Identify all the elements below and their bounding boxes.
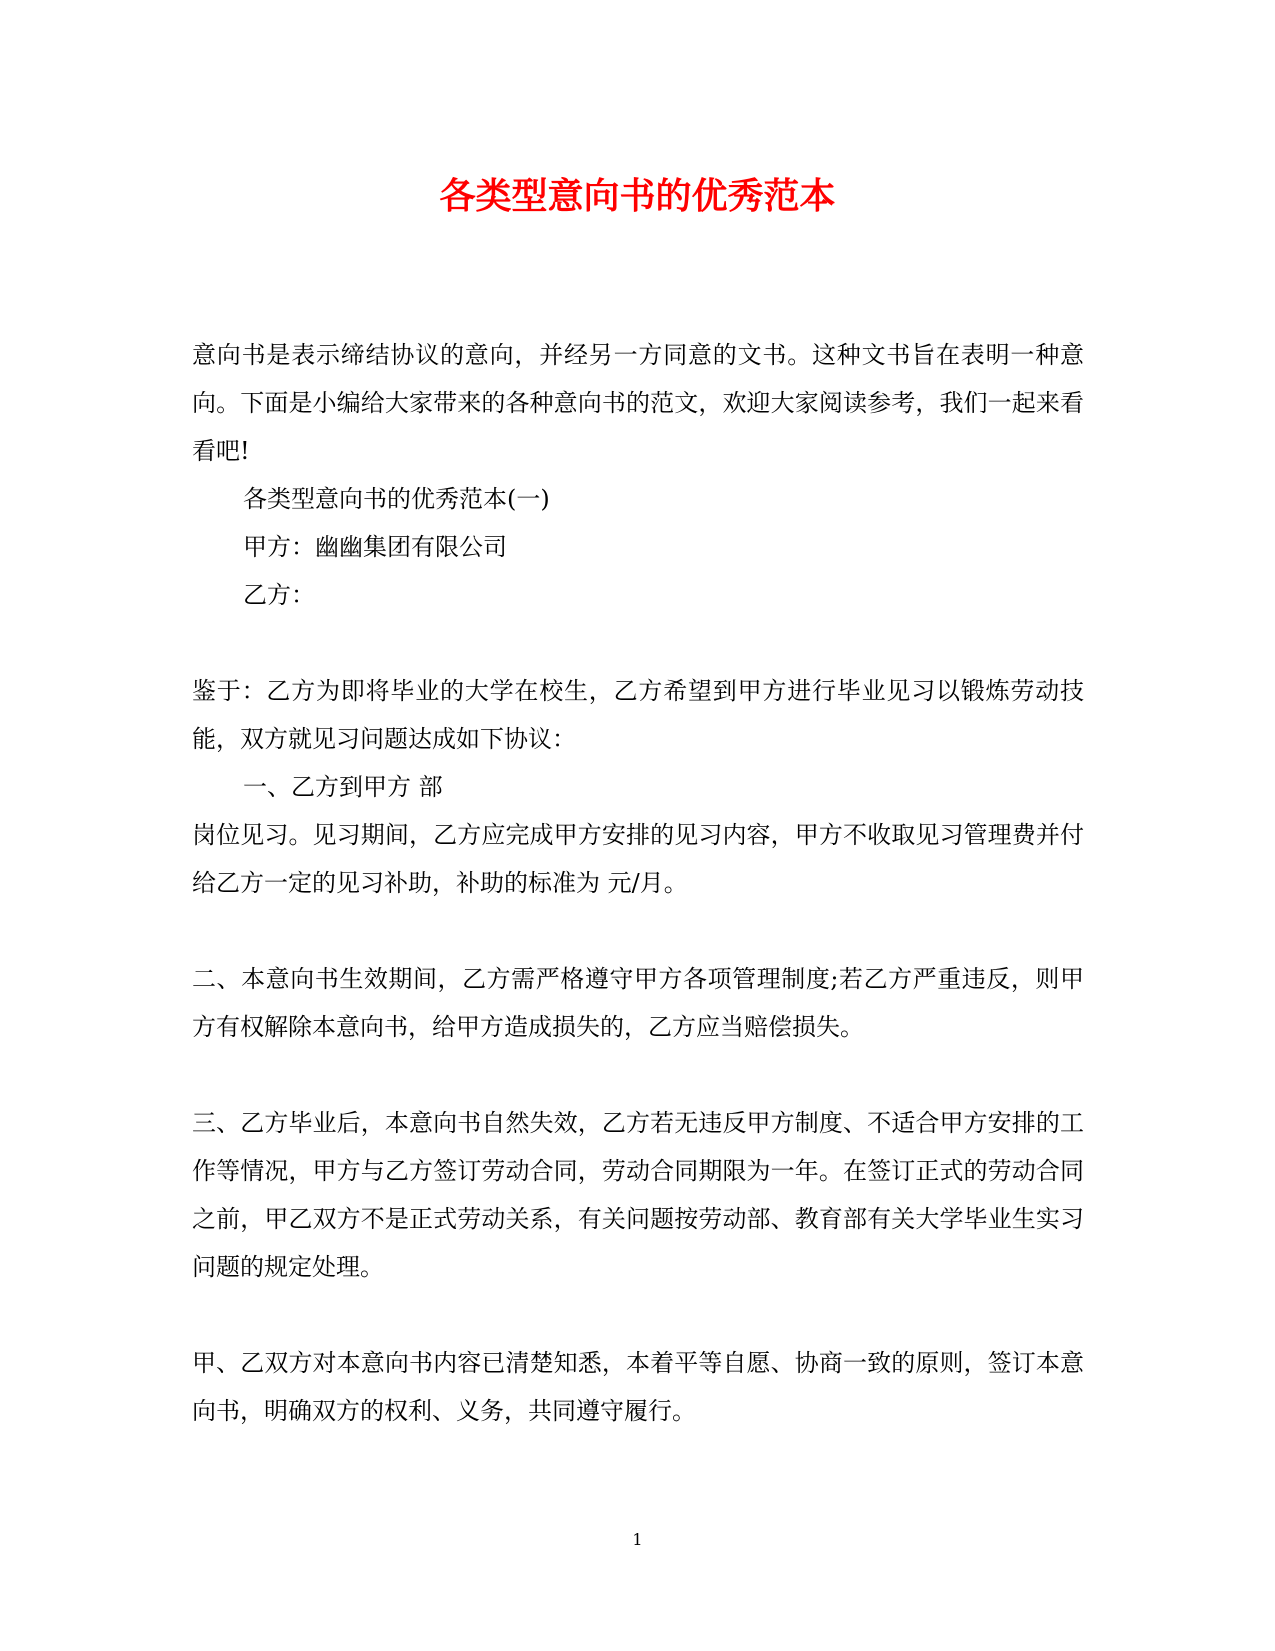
clause-2-paragraph: 二、本意向书生效期间，乙方需严格遵守甲方各项管理制度;若乙方严重违反，则甲方有权解除本意向书，给甲方造成损失的，乙方应当赔偿损失。 [192,965,1084,1041]
party-a-line: 甲方：幽幽集团有限公司 [243,533,507,561]
paragraph-gap [192,1051,1084,1099]
whereas-paragraph: 鉴于：乙方为即将毕业的大学在校生，乙方希望到甲方进行毕业见习以锻炼劳动技能，双方就见习问题达成如下协议： [192,677,1084,753]
paragraph-gap [192,619,1084,667]
page-number: 1 [632,1530,643,1549]
paragraph-gap [192,907,1084,955]
intro-paragraph: 意向书是表示缔结协议的意向，并经另一方同意的文书。这种文书旨在表明一种意向。下面是小编给大家带来的各种意向书的范文，欢迎大家阅读参考，我们一起来看看吧! [192,341,1084,465]
clause-1-heading: 一、乙方到甲方 部 [243,773,443,801]
clause-1-paragraph: 岗位见习。见习期间，乙方应完成甲方安排的见习内容，甲方不收取见习管理费并付给乙方一定的见习补助，补助的标准为 元/月。 [192,821,1084,897]
party-b-line: 乙方： [243,581,315,609]
page-title: 各类型意向书的优秀范本 [439,175,836,217]
document-body [192,331,1084,1435]
paragraph-gap [192,1291,1084,1339]
section-heading: 各类型意向书的优秀范本(一) [243,485,550,513]
clause-3-paragraph: 三、乙方毕业后，本意向书自然失效，乙方若无违反甲方制度、不适合甲方安排的工作等情况，甲方与乙方签订劳动合同，劳动合同期限为一年。在签订正式的劳动合同之前，甲乙双方不是正式劳动关系，有关问题按劳动部、教育部有关大学毕业生实习问题的规定处理。 [192,1109,1084,1281]
closing-paragraph: 甲、乙双方对本意向书内容已清楚知悉，本着平等自愿、协商一致的原则，签订本意向书，明确双方的权利、义务，共同遵守履行。 [192,1349,1084,1425]
